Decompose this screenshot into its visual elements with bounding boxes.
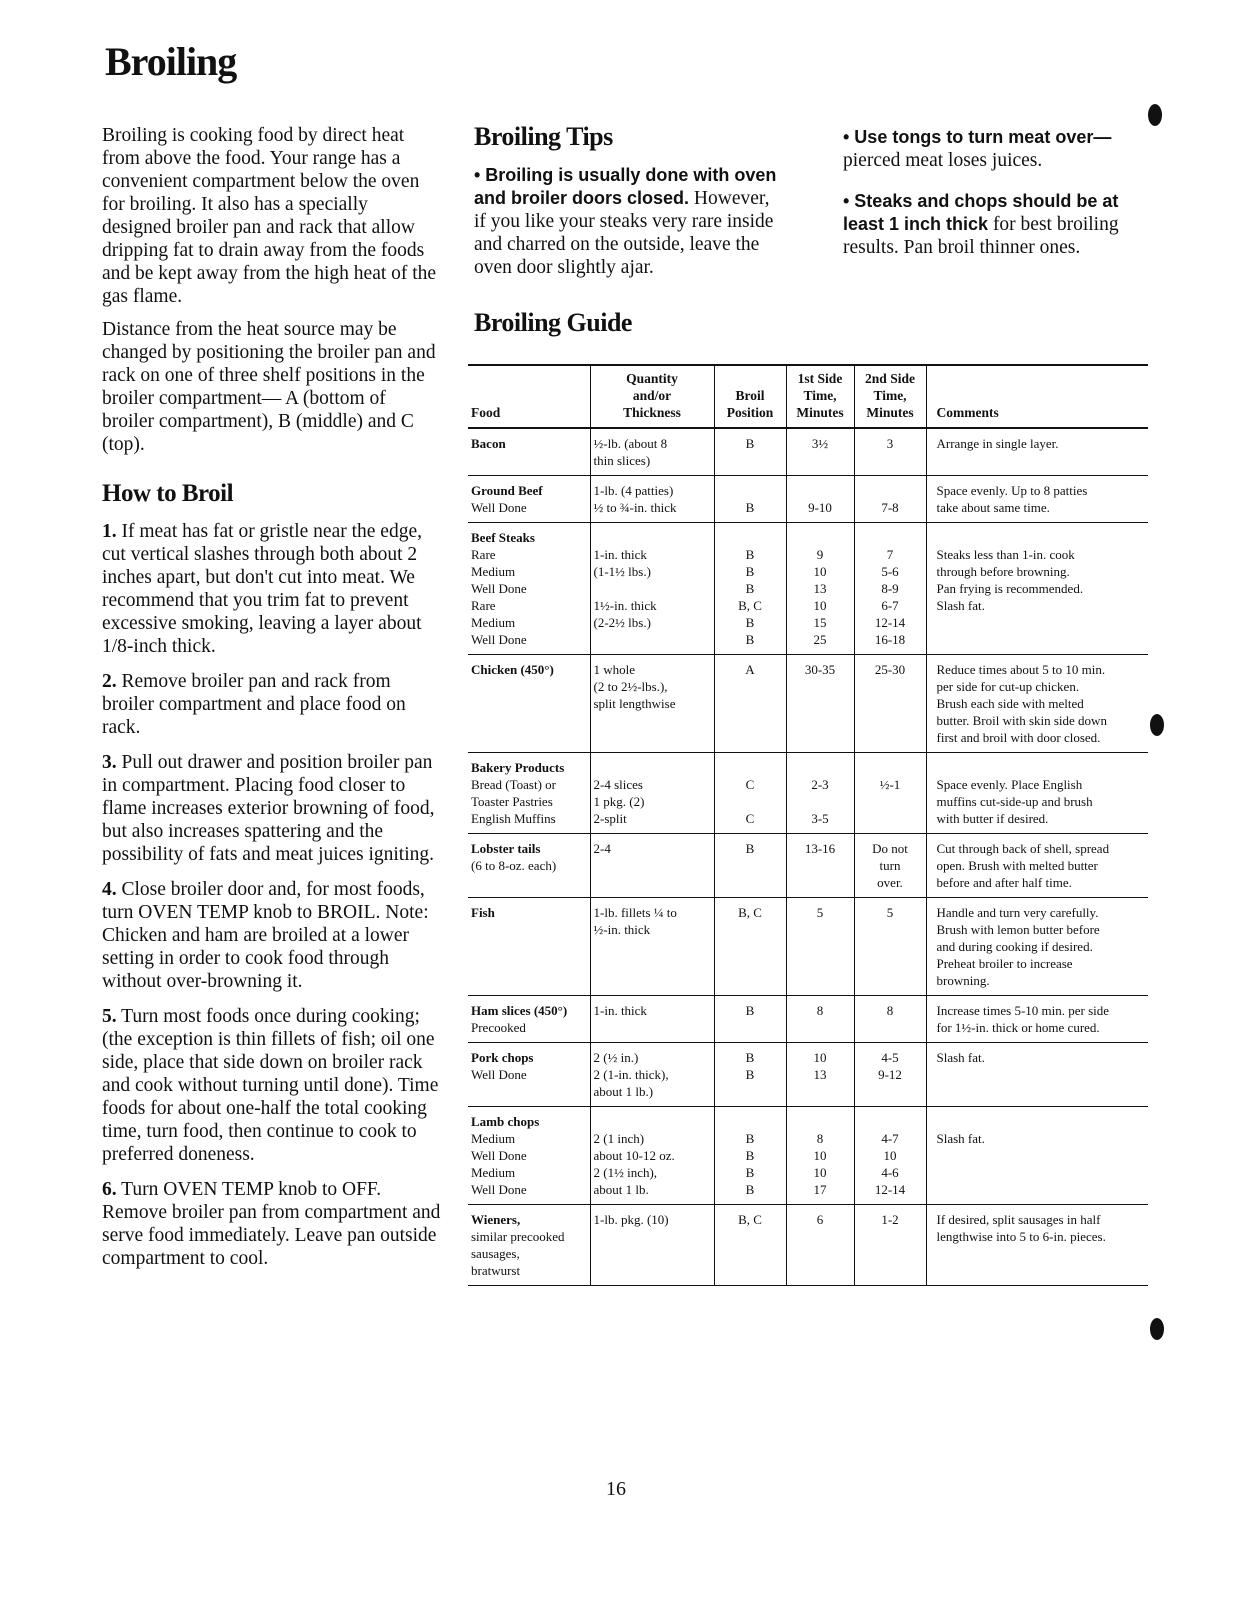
first-side-cell-line: 13: [813, 581, 827, 596]
table-row: [468, 898, 1148, 996]
header-comments: Comments: [926, 365, 1148, 428]
first-side-cell: [786, 753, 854, 834]
table-row: [468, 655, 1148, 753]
comments-cell-line: per side for cut-up chicken.: [936, 679, 1080, 694]
step-text: Turn most foods once during cooking; (the exception is thin fillets of fish; oil one side, place that side down on broiler rack and cook without turning until done). Time foods for about one-half the total cooking time, turn food, then continue to cook to preferred doneness.: [102, 1006, 439, 1165]
comments-cell-line: lengthwise into 5 to 6-in. pieces.: [936, 1229, 1106, 1244]
position-cell-line: [718, 529, 783, 546]
second-side-cell-line: 7: [886, 547, 894, 562]
comments-cell: [926, 1205, 1148, 1286]
quantity-cell-line: 2 (1 inch): [593, 1131, 645, 1146]
position-cell-line: [718, 482, 783, 499]
food-cell-line: Medium: [471, 615, 516, 630]
second-side-cell-line: 8-9: [881, 581, 899, 596]
quantity-cell-line: ½ to ¾-in. thick: [593, 500, 677, 515]
step-text: Remove broiler pan and rack from broiler compartment and place food on rack.: [102, 671, 406, 738]
second-side-cell-line: 4-5: [881, 1050, 899, 1065]
second-side-cell: [854, 996, 926, 1043]
second-side-cell-line: [858, 482, 923, 499]
table-row: [468, 753, 1148, 834]
position-cell: [714, 834, 786, 898]
table-row: [468, 834, 1148, 898]
second-side-cell-line: 1-2: [881, 1212, 899, 1227]
quantity-cell: [590, 834, 714, 898]
quantity-cell-line: about 10-12 oz.: [593, 1148, 675, 1163]
food-cell-line: Well Done: [471, 581, 527, 596]
first-side-cell-line: 9-10: [808, 500, 832, 515]
second-side-cell: [854, 428, 926, 476]
quantity-cell-line: 1-lb. (4 patties): [593, 483, 674, 498]
position-cell-line: B: [745, 547, 755, 562]
position-cell-line: B: [745, 581, 755, 596]
step-item: [102, 670, 442, 739]
comments-cell-line: Slash fat.: [936, 1131, 985, 1146]
food-cell-line: bratwurst: [471, 1263, 521, 1278]
header-broil-position: Broil Position: [714, 365, 786, 428]
food-cell-line: similar precooked: [471, 1229, 565, 1244]
position-cell-line: [718, 1113, 783, 1130]
quantity-cell-line: 2 (½ in.): [593, 1050, 639, 1065]
step-text: If meat has fat or gristle near the edge, cut vertical slashes through both about 2 inches apart, but don't cut into meat. We recommend that you trim fat to prevent excessive smoking, leaving a layer about 1/8-inch thick.: [102, 521, 422, 657]
table-body: [468, 428, 1148, 1286]
second-side-cell-line: [858, 759, 923, 776]
second-side-cell: [854, 523, 926, 655]
table-row: [468, 1107, 1148, 1205]
food-cell-line: (6 to 8-oz. each): [471, 858, 557, 873]
comments-cell: [926, 996, 1148, 1043]
comments-cell: [926, 898, 1148, 996]
food-cell: [468, 834, 590, 898]
second-side-cell: [854, 476, 926, 523]
tip-steak-thickness: • Steaks and chops should be at least 1 inch thick for best broiling results. Pan broil thinner ones.: [843, 191, 1119, 258]
comments-cell-line: before and after half time.: [936, 875, 1072, 890]
quantity-cell-line: (2-2½ lbs.): [593, 615, 651, 630]
position-cell-line: B: [745, 1050, 755, 1065]
comments-cell-line: with butter if desired.: [936, 811, 1049, 826]
first-side-cell: [786, 898, 854, 996]
first-side-cell-line: 10: [813, 564, 827, 579]
quantity-cell: [590, 1043, 714, 1107]
food-cell-line: Rare: [471, 598, 496, 613]
food-cell-line: Medium: [471, 1131, 516, 1146]
first-side-cell-line: 13-16: [804, 841, 836, 856]
food-cell-line: Lobster tails: [471, 841, 541, 856]
food-cell: [468, 1043, 590, 1107]
comments-cell: [926, 428, 1148, 476]
comments-cell-line: Slash fat.: [936, 1050, 985, 1065]
first-side-cell-line: [790, 759, 851, 776]
second-side-cell-line: [858, 810, 923, 827]
quantity-cell-line: [594, 529, 711, 546]
position-cell: [714, 523, 786, 655]
food-cell: [468, 898, 590, 996]
comments-cell: [926, 476, 1148, 523]
first-side-cell-line: 25: [813, 632, 827, 647]
comments-cell-line: Handle and turn very carefully.: [936, 905, 1099, 920]
second-side-cell-line: Do not: [872, 841, 908, 856]
food-cell-line: Well Done: [471, 1148, 527, 1163]
food-cell-line: Rare: [471, 547, 496, 562]
second-side-cell-line: 12-14: [874, 615, 906, 630]
position-cell-line: C: [745, 811, 755, 826]
first-side-cell: [786, 1107, 854, 1205]
first-side-cell-line: 17: [813, 1182, 827, 1197]
comments-cell-line: Pan frying is recommended.: [936, 581, 1084, 596]
comments-cell-line: [937, 759, 1146, 776]
position-cell-line: C: [745, 777, 755, 792]
quantity-cell-line: (2 to 2½-lbs.),: [593, 679, 668, 694]
how-to-broil-heading: How to Broil: [102, 480, 234, 507]
broiling-guide-table: [468, 364, 1148, 1286]
second-side-cell-line: turn: [879, 858, 901, 873]
quantity-cell-line: 1-lb. fillets ¼ to: [593, 905, 677, 920]
quantity-cell-line: 1½-in. thick: [593, 598, 657, 613]
comments-cell-line: first and broil with door closed.: [936, 730, 1101, 745]
quantity-cell-line: about 1 lb.: [593, 1182, 649, 1197]
second-side-cell-line: 4-6: [881, 1165, 899, 1180]
quantity-cell: [590, 1205, 714, 1286]
second-side-cell-line: 4-7: [881, 1131, 899, 1146]
second-side-cell: [854, 1107, 926, 1205]
food-cell-line: Ground Beef: [471, 483, 543, 498]
position-cell: [714, 655, 786, 753]
second-side-cell-line: 10: [883, 1148, 897, 1163]
binder-hole-mark-top: [1148, 104, 1162, 126]
position-cell-line: B: [745, 1182, 755, 1197]
second-side-cell-line: over.: [877, 875, 903, 890]
comments-cell-line: [937, 529, 1146, 546]
first-side-cell-line: [790, 793, 851, 810]
position-cell-line: B: [745, 1165, 755, 1180]
first-side-cell-line: 13: [813, 1067, 827, 1082]
comments-cell-line: [937, 1181, 1146, 1198]
position-cell: [714, 996, 786, 1043]
comments-cell-line: and during cooking if desired.: [936, 939, 1093, 954]
second-side-cell: [854, 655, 926, 753]
position-cell-line: B: [745, 500, 755, 515]
broiling-tips-heading: Broiling Tips: [474, 122, 613, 151]
left-column: [102, 124, 442, 1282]
table-row: [468, 428, 1148, 476]
comments-cell-line: Arrange in single layer.: [936, 436, 1059, 451]
quantity-cell-line: [594, 1113, 711, 1130]
step-item: [102, 520, 442, 658]
comments-cell-line: Steaks less than 1-in. cook: [936, 547, 1075, 562]
step-text: Pull out drawer and position broiler pan in compartment. Placing food closer to flame increases exterior browning of food, but also increases spattering and the possibility of fats and meat juices igniting.: [102, 752, 435, 865]
comments-cell-line: Slash fat.: [936, 598, 985, 613]
page-number: 16: [606, 1478, 626, 1500]
comments-cell-line: Reduce times about 5 to 10 min.: [936, 662, 1106, 677]
second-side-cell-line: 8: [886, 1003, 894, 1018]
first-side-cell-line: 10: [813, 1148, 827, 1163]
comments-cell-line: browning.: [936, 973, 990, 988]
comments-cell-line: Preheat broiler to increase: [936, 956, 1073, 971]
position-cell: [714, 753, 786, 834]
tip-doors-closed: • Broiling is usually done with oven and broiler doors closed. However, if you like your steaks very rare inside and charred on the outside, leave the oven door slightly ajar.: [474, 165, 777, 278]
first-side-cell-line: [790, 1113, 851, 1130]
second-side-cell-line: 5: [886, 905, 894, 920]
position-cell-line: B: [745, 436, 755, 451]
quantity-cell-line: [594, 580, 711, 597]
comments-cell-line: Cut through back of shell, spread: [936, 841, 1110, 856]
food-cell-line: Toaster Pastries: [471, 794, 553, 809]
second-side-cell-line: 3: [886, 436, 894, 451]
first-side-cell: [786, 1205, 854, 1286]
comments-cell-line: Brush each side with melted: [936, 696, 1084, 711]
comments-cell-line: for 1½-in. thick or home cured.: [936, 1020, 1100, 1035]
first-side-cell-line: 3-5: [811, 811, 829, 826]
broiling-guide-heading: Broiling Guide: [474, 308, 632, 337]
second-side-cell: [854, 898, 926, 996]
food-cell-line: Ham slices (450°): [471, 1003, 568, 1018]
comments-cell-line: open. Brush with melted butter: [936, 858, 1098, 873]
position-cell-line: [718, 759, 783, 776]
comments-cell: [926, 1107, 1148, 1205]
quantity-cell-line: 2 (1½ inch),: [593, 1165, 658, 1180]
quantity-cell: [590, 996, 714, 1043]
first-side-cell: [786, 523, 854, 655]
how-to-broil-steps: [102, 520, 442, 1270]
step-text: Turn OVEN TEMP knob to OFF. Remove broiler pan from compartment and serve food immediately. Leave pan outside compartment to cool.: [102, 1179, 441, 1269]
food-cell-line: Medium: [471, 1165, 516, 1180]
binder-hole-mark-middle: [1150, 714, 1164, 736]
first-side-cell: [786, 1043, 854, 1107]
quantity-cell-line: 1-lb. pkg. (10): [593, 1212, 669, 1227]
second-side-cell-line: 16-18: [874, 632, 906, 647]
step-number: 2.: [102, 671, 117, 692]
quantity-cell: [590, 523, 714, 655]
quantity-cell: [590, 428, 714, 476]
position-cell-line: B: [745, 632, 755, 647]
comments-cell: [926, 655, 1148, 753]
comments-cell-line: Space evenly. Place English: [936, 777, 1083, 792]
first-side-cell: [786, 834, 854, 898]
comments-cell-line: [937, 614, 1146, 631]
first-side-cell-line: 9: [816, 547, 824, 562]
quantity-cell-line: [594, 759, 711, 776]
food-cell: [468, 655, 590, 753]
quantity-cell-line: (1-1½ lbs.): [593, 564, 651, 579]
position-cell-line: B: [745, 1067, 755, 1082]
first-side-cell-line: 3½: [811, 436, 829, 451]
position-cell-line: B, C: [738, 598, 762, 613]
quantity-cell-line: 2-4 slices: [593, 777, 643, 792]
quantity-cell-line: ½-in. thick: [593, 922, 651, 937]
first-side-cell-line: 15: [813, 615, 827, 630]
comments-cell-line: [937, 631, 1146, 648]
position-cell-line: B: [745, 564, 755, 579]
position-cell-line: B: [745, 615, 755, 630]
comments-cell: [926, 834, 1148, 898]
first-side-cell-line: 10: [813, 1165, 827, 1180]
step-number: 6.: [102, 1179, 117, 1200]
food-cell-line: Well Done: [471, 500, 527, 515]
quantity-cell: [590, 476, 714, 523]
second-side-cell: [854, 753, 926, 834]
first-side-cell-line: 10: [813, 598, 827, 613]
position-cell: [714, 1205, 786, 1286]
table-row: [468, 523, 1148, 655]
second-side-cell-line: [858, 529, 923, 546]
position-cell: [714, 1107, 786, 1205]
food-cell-line: Wieners,: [471, 1212, 521, 1227]
food-cell: [468, 996, 590, 1043]
page-title: Broiling: [105, 39, 237, 84]
first-side-cell-line: 10: [813, 1050, 827, 1065]
food-cell-line: Beef Steaks: [471, 530, 535, 545]
food-cell-line: Bacon: [471, 436, 506, 451]
food-cell-line: Well Done: [471, 632, 527, 647]
quantity-cell-line: 2-4: [593, 841, 611, 856]
food-cell-line: Well Done: [471, 1182, 527, 1197]
table-row: [468, 1205, 1148, 1286]
position-cell-line: B: [745, 1131, 755, 1146]
position-cell-line: B, C: [738, 905, 762, 920]
comments-cell-line: muffins cut-side-up and brush: [936, 794, 1093, 809]
food-cell: [468, 1107, 590, 1205]
quantity-cell-line: 2-split: [593, 811, 627, 826]
binder-hole-mark-bottom: [1150, 1318, 1164, 1340]
food-cell-line: English Muffins: [471, 811, 556, 826]
second-side-cell-line: 6-7: [881, 598, 899, 613]
step-number: 4.: [102, 879, 117, 900]
step-number: 5.: [102, 1006, 117, 1027]
comments-cell-line: Space evenly. Up to 8 patties: [936, 483, 1088, 498]
quantity-cell-line: ½-lb. (about 8: [593, 436, 668, 451]
first-side-cell-line: 6: [816, 1212, 824, 1227]
food-cell-line: Precooked: [471, 1020, 526, 1035]
quantity-cell-line: 1-in. thick: [593, 1003, 647, 1018]
comments-cell-line: through before browning.: [936, 564, 1070, 579]
food-cell: [468, 523, 590, 655]
table-row: [468, 996, 1148, 1043]
food-cell-line: Medium: [471, 564, 516, 579]
second-side-cell-line: 9-12: [878, 1067, 902, 1082]
first-side-cell-line: [790, 529, 851, 546]
second-side-cell-line: [858, 1113, 923, 1130]
comments-cell-line: [937, 1113, 1146, 1130]
second-side-cell: [854, 834, 926, 898]
step-number: 1.: [102, 521, 117, 542]
comments-cell: [926, 1043, 1148, 1107]
quantity-cell-line: 1 whole: [593, 662, 636, 677]
quantity-cell: [590, 898, 714, 996]
table-row: [468, 476, 1148, 523]
position-cell-line: B: [745, 1148, 755, 1163]
step-item: [102, 1178, 442, 1270]
position-cell: [714, 1043, 786, 1107]
second-side-cell-line: [858, 793, 923, 810]
first-side-cell: [786, 476, 854, 523]
header-quantity: Quantity and/or Thickness: [590, 365, 714, 428]
comments-cell-line: Increase times 5-10 min. per side: [936, 1003, 1110, 1018]
position-cell-line: [718, 793, 783, 810]
first-side-cell-line: [790, 482, 851, 499]
second-side-cell: [854, 1205, 926, 1286]
position-cell-line: B: [745, 1003, 755, 1018]
quantity-cell-line: about 1 lb.): [593, 1084, 654, 1099]
comments-cell-line: [937, 1147, 1146, 1164]
step-item: [102, 878, 442, 993]
tip-use-tongs: • Use tongs to turn meat over— pierced meat loses juices.: [843, 127, 1112, 171]
step-text: Close broiler door and, for most foods, turn OVEN TEMP knob to BROIL. Note: Chicken and ham are broiled at a lower setting in order to cook food through without over-browning it.: [102, 879, 429, 992]
position-cell: [714, 428, 786, 476]
comments-cell: [926, 523, 1148, 655]
first-side-cell-line: 8: [816, 1003, 824, 1018]
step-item: [102, 751, 442, 866]
food-cell: [468, 428, 590, 476]
position-cell-line: A: [745, 662, 755, 677]
quantity-cell-line: [594, 631, 711, 648]
quantity-cell: [590, 1107, 714, 1205]
header-first-side-time: 1st Side Time, Minutes: [786, 365, 854, 428]
quantity-cell: [590, 655, 714, 753]
food-cell: [468, 1205, 590, 1286]
second-side-cell-line: 7-8: [881, 500, 899, 515]
first-side-cell: [786, 655, 854, 753]
first-side-cell-line: 8: [816, 1131, 824, 1146]
intro-paragraph-2: Distance from the heat source may be changed by positioning the broiler pan and rack on one of three shelf positions in the broiler compartment— A (bottom of broiler compartment), B (middle) and C (top).: [102, 319, 436, 455]
comments-cell-line: take about same time.: [936, 500, 1050, 515]
position-cell-line: B, C: [738, 1212, 762, 1227]
second-side-cell-line: 25-30: [874, 662, 906, 677]
quantity-cell-line: 1 pkg. (2): [593, 794, 645, 809]
food-cell-line: Bakery Products: [471, 760, 565, 775]
second-side-cell-line: 5-6: [881, 564, 899, 579]
second-side-cell-line: ½-1: [879, 777, 901, 792]
second-side-cell-line: 12-14: [874, 1182, 906, 1197]
header-second-side-time: 2nd Side Time, Minutes: [854, 365, 926, 428]
step-item: [102, 1005, 442, 1166]
comments-cell-line: If desired, split sausages in half: [936, 1212, 1101, 1227]
comments-cell-line: [937, 1164, 1146, 1181]
first-side-cell: [786, 428, 854, 476]
table-row: [468, 1043, 1148, 1107]
food-cell: [468, 476, 590, 523]
first-side-cell-line: 5: [816, 905, 824, 920]
step-number: 3.: [102, 752, 117, 773]
quantity-cell-line: 2 (1-in. thick),: [593, 1067, 669, 1082]
intro-paragraph-1: Broiling is cooking food by direct heat from above the food. Your range has a convenient compartment below the oven for broiling. It also has a specially designed broiler pan and rack that allow dripping fat to drain away from the foods and be kept away from the high heat of the gas flame.: [102, 125, 437, 307]
quantity-cell-line: split lengthwise: [593, 696, 676, 711]
comments-cell-line: butter. Broil with skin side down: [936, 713, 1107, 728]
position-cell: [714, 898, 786, 996]
food-cell-line: Well Done: [471, 1067, 527, 1082]
first-side-cell-line: 30-35: [804, 662, 836, 677]
first-side-cell: [786, 996, 854, 1043]
comments-cell-line: Brush with lemon butter before: [936, 922, 1100, 937]
food-cell: [468, 753, 590, 834]
food-cell-line: Fish: [471, 905, 495, 920]
position-cell: [714, 476, 786, 523]
header-food: Food: [468, 365, 590, 428]
second-side-cell: [854, 1043, 926, 1107]
food-cell-line: Bread (Toast) or: [471, 777, 557, 792]
comments-cell: [926, 753, 1148, 834]
food-cell-line: Chicken (450°): [471, 662, 554, 677]
first-side-cell-line: 2-3: [811, 777, 829, 792]
position-cell-line: B: [745, 841, 755, 856]
food-cell-line: Lamb chops: [471, 1114, 540, 1129]
table-header-row: [468, 365, 1148, 428]
quantity-cell-line: thin slices): [593, 453, 651, 468]
quantity-cell: [590, 753, 714, 834]
food-cell-line: sausages,: [471, 1246, 520, 1261]
quantity-cell-line: 1-in. thick: [593, 547, 647, 562]
food-cell-line: Pork chops: [471, 1050, 534, 1065]
